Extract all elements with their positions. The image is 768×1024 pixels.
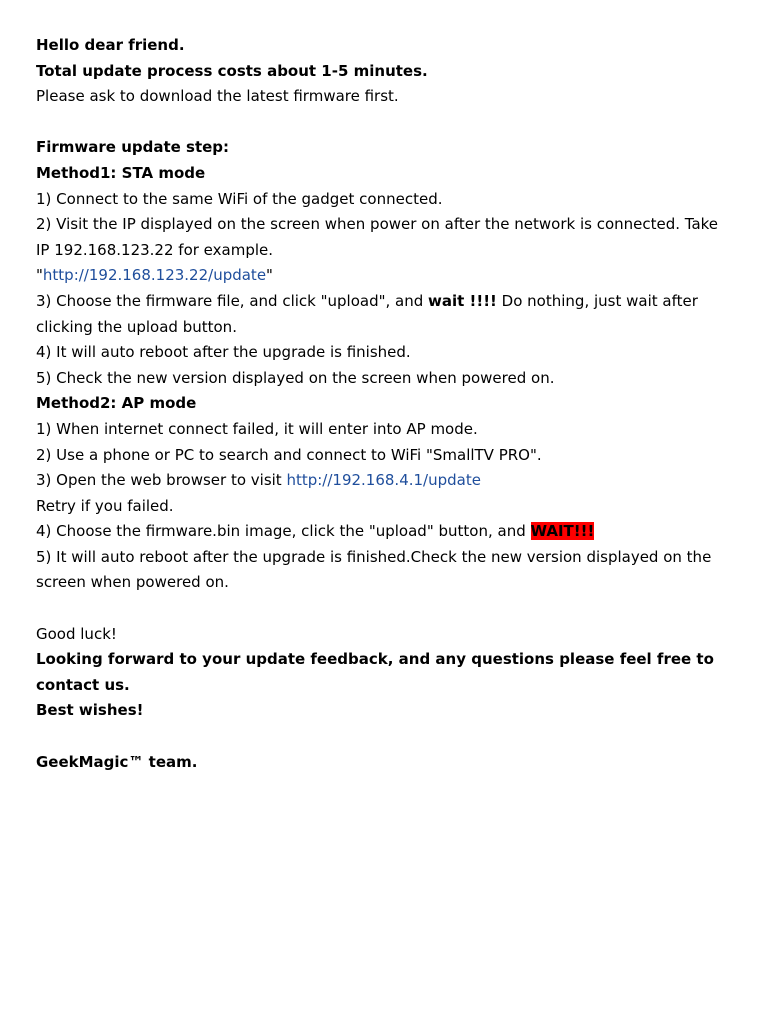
method2-step1: 1) When internet connect failed, it will enter into AP mode.	[36, 419, 478, 438]
good-luck: Good luck!	[36, 624, 117, 643]
method2-step2: 2) Use a phone or PC to search and connect to WiFi "SmallTV PRO".	[36, 445, 542, 464]
method1-step5: 5) Check the new version displayed on the screen when powered on.	[36, 368, 555, 387]
method1-url-line	[36, 263, 736, 289]
spacer	[36, 110, 736, 136]
signature: GeekMagic™ team.	[36, 752, 198, 771]
method1-title: Method1: STA mode	[36, 163, 206, 182]
method1-step2: 2) Visit the IP displayed on the screen when power on after the network is connected. Take IP 192.168.123.22 for example.	[36, 215, 719, 259]
greeting: Hello dear friend.	[36, 36, 185, 54]
method1-step1: 1) Connect to the same WiFi of the gadget connected.	[36, 189, 443, 208]
document-body	[36, 33, 736, 775]
quote-close: "	[266, 266, 273, 285]
intro-duration: Total update process costs about 1-5 minutes.	[36, 61, 428, 80]
best-wishes: Best wishes!	[36, 701, 144, 720]
method2-step3: 3) Open the web browser to visit http://192.168.4.1/update	[36, 471, 481, 490]
method2-title: Method2: AP mode	[36, 394, 197, 413]
wait-highlight: WAIT!!!	[530, 522, 595, 541]
method1-step4: 4) It will auto reboot after the upgrade is finished.	[36, 343, 411, 362]
wait-emphasis: wait !!!!	[428, 291, 497, 310]
spacer	[36, 596, 736, 622]
method1-step3: 3) Choose the firmware file, and click "upload", and wait !!!! Do nothing, just wait after clicking the upload button.	[36, 291, 698, 336]
steps-heading: Firmware update step:	[36, 138, 230, 157]
intro-download: Please ask to download the latest firmware first.	[36, 87, 399, 106]
quote-open: "	[36, 266, 43, 285]
feedback: Looking forward to your update feedback, and any questions please feel free to contact us.	[36, 650, 714, 694]
ap-update-link[interactable]: http://192.168.4.1/update	[286, 471, 481, 490]
method2-step5: 5) It will auto reboot after the upgrade is finished.Check the new version displayed on the screen when powered on.	[36, 547, 712, 592]
sta-update-link[interactable]: http://192.168.123.22/update	[42, 266, 267, 285]
method2-retry: Retry if you failed.	[36, 496, 174, 515]
method2-step4: 4) Choose the firmware.bin image, click the "upload" button, and WAIT!!!	[36, 522, 595, 541]
spacer	[36, 724, 736, 750]
